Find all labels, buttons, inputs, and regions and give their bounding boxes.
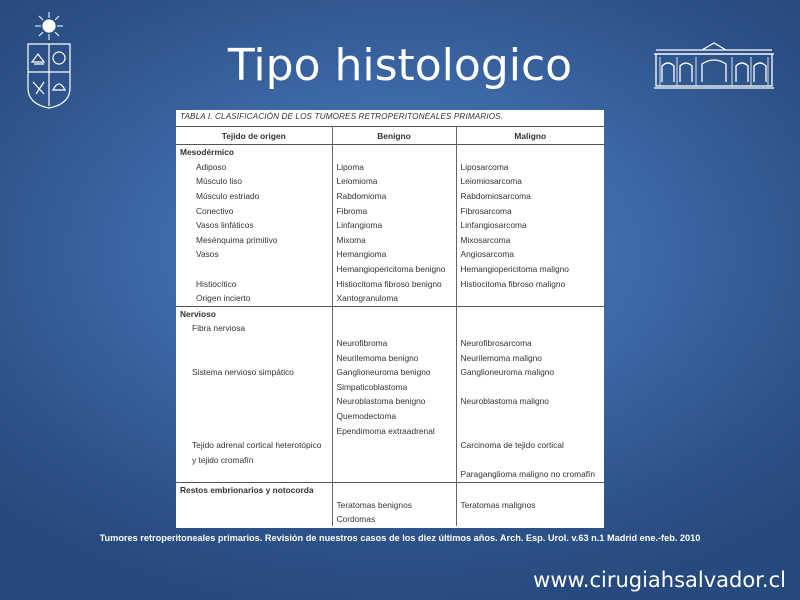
benigno-cell (332, 467, 456, 482)
tejido-cell: Adiposo (176, 160, 332, 175)
empty-cell (332, 145, 456, 160)
maligno-cell (456, 452, 604, 467)
table-row (176, 512, 604, 527)
maligno-cell: Neuroblastoma maligno (460, 396, 549, 407)
table-row (176, 467, 604, 482)
table-row (176, 497, 604, 512)
benigno-cell: Cordomas (332, 512, 456, 527)
table-row (176, 247, 604, 262)
table-row (176, 336, 604, 351)
section-label-row (176, 482, 604, 497)
table-row (176, 276, 604, 291)
table-row (176, 189, 604, 204)
table-caption: TABLA I. CLASIFICACIÓN DE LOS TUMORES RETROPERITONEALES PRIMARIOS. (180, 112, 504, 121)
tejido-cell (176, 394, 332, 409)
tejido-cell (176, 409, 332, 424)
tejido-cell: Vasos (176, 247, 332, 262)
maligno-cell: Ganglioneuroma maligno (460, 367, 555, 378)
benigno-cell (332, 438, 456, 453)
benigno-cell: Ependimoma extraadrenal (332, 423, 456, 438)
benigno-cell: Quemodectoma (332, 409, 456, 424)
benigno-cell: Hemangioma (332, 247, 456, 262)
table-row (176, 365, 604, 380)
tejido-cell: Conectivo (176, 203, 332, 218)
table-row (176, 174, 604, 189)
tejido-cell: Vasos linfáticos (176, 218, 332, 233)
benigno-cell: Mixoma (332, 233, 456, 248)
tejido-cell: Músculo liso (176, 174, 332, 189)
tejido-cell: Origen incierto (176, 291, 332, 306)
table-row (176, 350, 604, 365)
table-row (176, 321, 604, 336)
classification-table-card (176, 110, 604, 528)
header-maligno: Maligno (456, 127, 604, 145)
empty-cell (456, 306, 604, 321)
citation-footnote: Tumores retroperitoneales primarios. Revisión de nuestros casos de los diez últimos años. Arch. Esp. Urol. v.63 n.1 Madrid ene.-feb. 2010 (99, 533, 701, 543)
maligno-cell (456, 291, 604, 306)
tejido-cell: Fibra nerviosa (176, 321, 332, 336)
empty-cell (456, 145, 604, 160)
benigno-cell: Fibroma (332, 203, 456, 218)
tejido-cell (176, 423, 332, 438)
maligno-cell: Paraganglioma maligno no cromafín (460, 469, 596, 480)
classification-table (176, 126, 604, 526)
maligno-cell: Neurofibrosarcoma (460, 338, 532, 349)
maligno-cell: Leiomiosarcoma (460, 176, 522, 187)
section-label-row (176, 145, 604, 160)
table-row (176, 233, 604, 248)
maligno-cell: Histiocitoma fibroso maligno (460, 278, 566, 289)
tejido-cell (176, 380, 332, 395)
section-label: Nervioso (176, 306, 332, 321)
maligno-cell (456, 321, 604, 336)
section-label: Restos embrionarios y notocorda (176, 482, 332, 497)
benigno-cell: Neuroblastoma benigno (332, 394, 456, 409)
table-row (176, 438, 604, 453)
tejido-cell: y tejido cromafín (176, 452, 332, 467)
table-row (176, 394, 604, 409)
tejido-cell: Tejido adrenal cortical heterotópico (176, 438, 332, 453)
maligno-cell (456, 512, 604, 527)
empty-cell (456, 482, 604, 497)
table-row (176, 409, 604, 424)
section-nervioso (176, 306, 604, 482)
maligno-cell: Liposarcoma (460, 161, 509, 172)
tejido-cell: Sistema nervioso simpático (176, 365, 332, 380)
table-row (176, 380, 604, 395)
tejido-cell (176, 350, 332, 365)
tejido-cell: Músculo estriado (176, 189, 332, 204)
maligno-cell: Teratomas malignos (460, 499, 536, 510)
benigno-cell: Histiocitoma fibroso benigno (332, 276, 456, 291)
table-row (176, 452, 604, 467)
section-label-row (176, 306, 604, 321)
table-row (176, 218, 604, 233)
benigno-cell (332, 321, 456, 336)
maligno-cell: Linfangiosarcoma (460, 220, 527, 231)
table-row (176, 203, 604, 218)
maligno-cell: Angiosarcoma (460, 249, 515, 260)
empty-cell (332, 482, 456, 497)
maligno-cell: Hemangiopericitoma maligno (460, 264, 569, 275)
table-row (176, 423, 604, 438)
header-tejido: Tejido de origen (176, 127, 332, 145)
header-benigno: Benigno (332, 127, 456, 145)
benigno-cell: Hemangiopericitoma benigno (332, 262, 456, 277)
benigno-cell: Leiomioma (332, 174, 456, 189)
maligno-cell: Fibrosarcoma (460, 205, 512, 216)
maligno-cell: Mixosarcoma (460, 234, 511, 245)
section-label: Mesodérmico (176, 145, 332, 160)
tejido-cell (176, 336, 332, 351)
benigno-cell: Lipoma (332, 160, 456, 175)
section-mesodermico (176, 145, 604, 307)
tejido-cell (176, 467, 332, 482)
benigno-cell: Simpaticoblastoma (332, 380, 456, 395)
table-row (176, 291, 604, 306)
tejido-cell (176, 497, 332, 512)
benigno-cell: Ganglioneuroma benigno (332, 365, 456, 380)
benigno-cell: Xantogranuloma (332, 291, 456, 306)
tejido-cell: Histiocítico (176, 276, 332, 291)
tejido-cell: Mesénquima primitivo (176, 233, 332, 248)
tejido-cell (176, 262, 332, 277)
maligno-cell: Neurilemoma maligno (460, 352, 542, 363)
maligno-cell: Rabdomiosarcoma (460, 191, 531, 202)
maligno-cell (456, 423, 604, 438)
website-url[interactable]: www.cirugiahsalvador.cl (533, 568, 786, 592)
benigno-cell: Neurilemoma benigno (332, 350, 456, 365)
empty-cell (332, 306, 456, 321)
benigno-cell: Neurofibroma (332, 336, 456, 351)
tejido-cell (176, 512, 332, 527)
section-restos (176, 482, 604, 526)
maligno-cell (456, 380, 604, 395)
table-row (176, 262, 604, 277)
maligno-cell: Carcinoma de tejido cortical (460, 440, 564, 451)
table-row (176, 160, 604, 175)
maligno-cell (456, 409, 604, 424)
table-header-row (176, 127, 604, 145)
benigno-cell (332, 452, 456, 467)
benigno-cell: Linfangioma (332, 218, 456, 233)
benigno-cell: Teratomas benignos (332, 497, 456, 512)
benigno-cell: Rabdomioma (332, 189, 456, 204)
slide-title: Tipo histologico (227, 40, 573, 91)
